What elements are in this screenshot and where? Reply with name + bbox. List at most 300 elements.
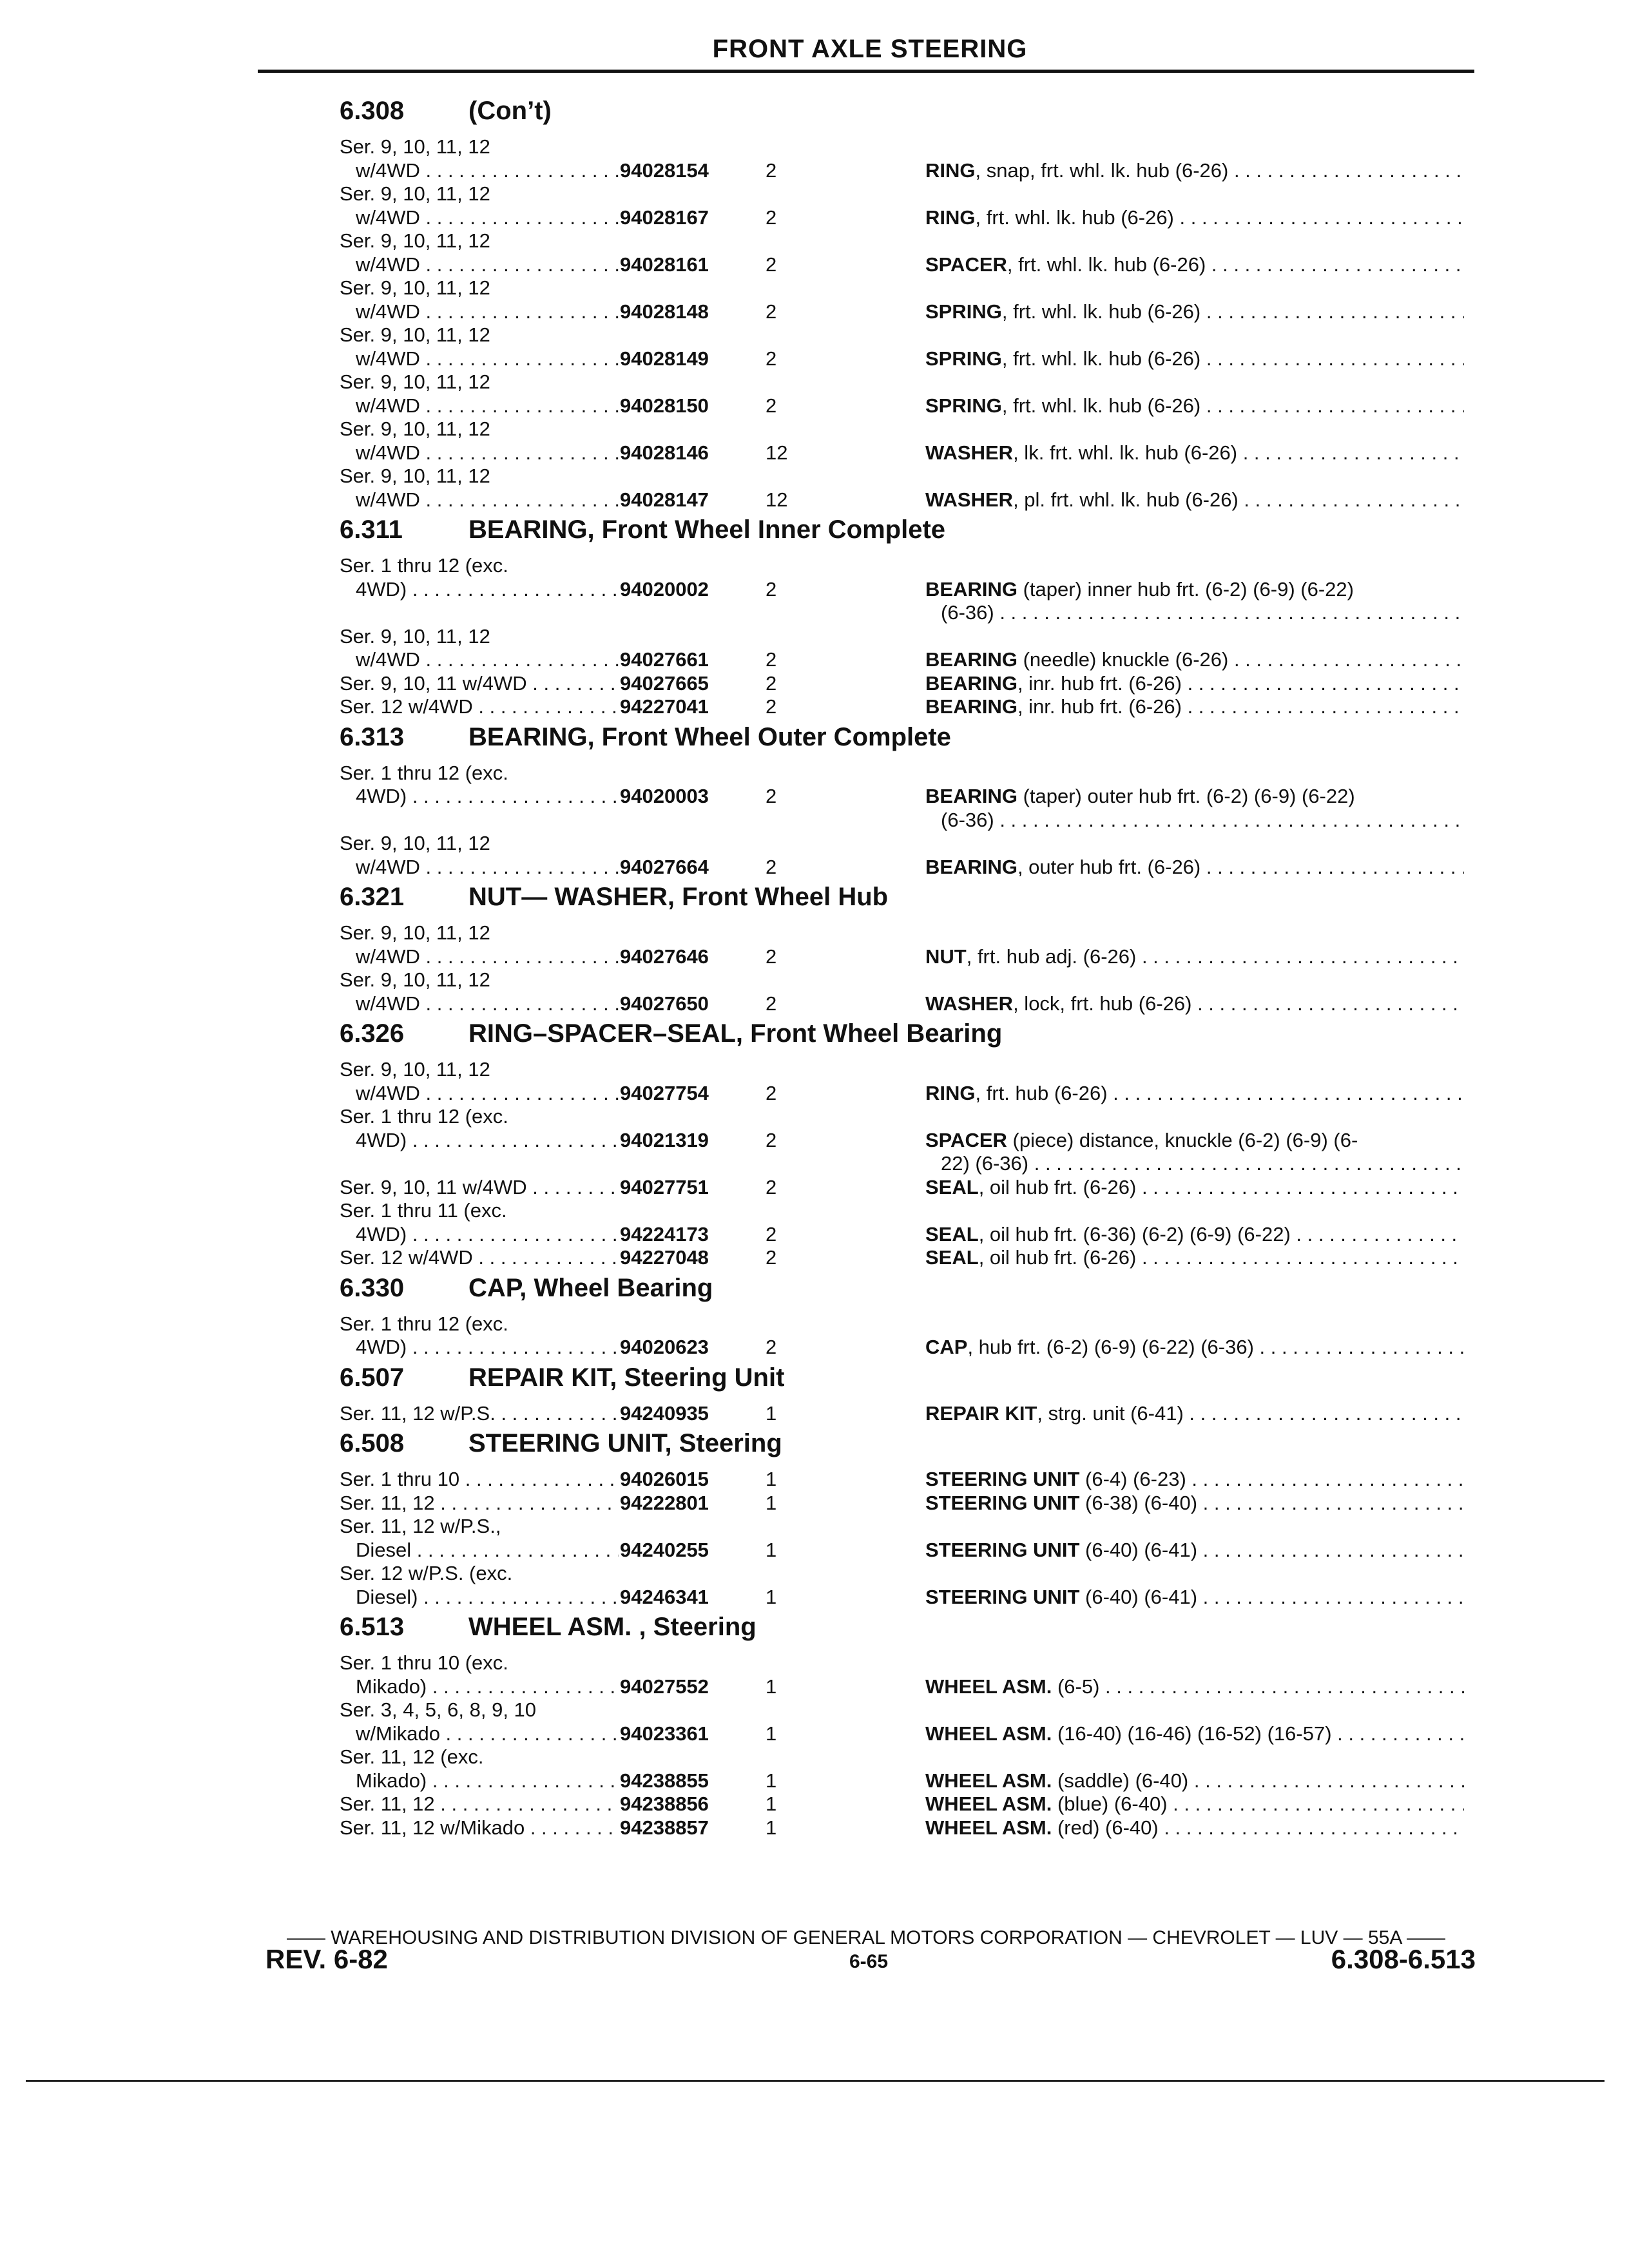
serial-range: Ser. 9, 10, 11, 12: [340, 624, 490, 648]
quantity: 2: [766, 785, 777, 807]
description-keyword: WASHER: [925, 441, 1014, 464]
applicability: [340, 672, 619, 695]
part-description: [925, 347, 1464, 370]
part-description: [925, 1586, 1464, 1609]
serial-range: Ser. 1 thru 10 (exc.: [340, 1651, 508, 1674]
leader-dots: [440, 1722, 619, 1745]
part-number: 94028167: [620, 206, 709, 229]
part-description: [925, 1246, 1464, 1269]
description-keyword: SPRING: [925, 300, 1002, 323]
quantity: 1: [766, 1468, 777, 1490]
bottom-rule: [26, 2080, 1605, 2082]
leader-dots: [1200, 300, 1464, 323]
description-keyword: BEARING: [925, 671, 1017, 695]
leader-dots: [1099, 1675, 1464, 1698]
applicability-text: w/4WD: [356, 1081, 420, 1104]
applicability-text: 4WD): [356, 1222, 407, 1245]
part-number: 94027552: [620, 1675, 709, 1698]
leader-dots: [420, 300, 619, 323]
part-description: [925, 1129, 1464, 1152]
description-keyword: RING: [925, 206, 976, 229]
description-keyword: SPACER: [925, 1128, 1007, 1151]
quantity: 1: [766, 1401, 777, 1425]
leader-dots: [527, 1176, 619, 1198]
part-number: 94028149: [620, 347, 709, 370]
quantity: 12: [766, 441, 788, 464]
leader-dots: [1197, 1539, 1464, 1561]
part-number: 94246341: [620, 1585, 709, 1608]
applicability-text: w/4WD: [356, 394, 420, 417]
leader-dots: [1182, 695, 1464, 718]
part-number: 94028154: [620, 159, 709, 182]
description-continuation-text: 22) (6-36): [941, 1152, 1029, 1175]
applicability-text: Ser. 12 w/4WD: [340, 1246, 473, 1269]
applicability: [356, 648, 619, 671]
leader-dots: [1174, 206, 1464, 229]
description-keyword: SPACER: [925, 253, 1007, 276]
description-keyword: SEAL: [925, 1222, 979, 1245]
part-number: 94027650: [620, 992, 709, 1015]
description-keyword: WHEEL ASM.: [925, 1675, 1052, 1698]
leader-dots: [420, 441, 619, 464]
part-number: 94227041: [620, 695, 709, 718]
applicability: [356, 159, 619, 182]
part-description: [925, 1223, 1464, 1246]
part-description: [925, 253, 1464, 276]
section-title-keyword: CAP: [468, 1273, 520, 1302]
leader-dots: [420, 159, 619, 182]
description-detail: , pl. frt. whl. lk. hub (6-26): [1013, 488, 1239, 511]
quantity: 1: [766, 1816, 777, 1839]
quantity: 2: [766, 1222, 777, 1245]
section-heading: [340, 1430, 782, 1456]
description-detail: , frt. hub (6-26): [975, 1081, 1108, 1104]
applicability-text: 4WD): [356, 1128, 407, 1151]
part-number: 94027754: [620, 1081, 709, 1104]
part-description: [925, 1468, 1464, 1491]
section-title-keyword: NUT— WASHER: [468, 883, 668, 911]
part-number: 94021319: [620, 1128, 709, 1151]
serial-range: Ser. 9, 10, 11, 12: [340, 968, 490, 991]
serial-range: Ser. 9, 10, 11, 12: [340, 418, 490, 440]
leader-dots: [420, 992, 619, 1015]
part-description: [925, 672, 1464, 695]
applicability-text: w/4WD: [356, 945, 420, 968]
part-number: 94028146: [620, 441, 709, 464]
description-keyword: SPRING: [925, 394, 1002, 417]
description-detail: , inr. hub frt. (6-26): [1017, 695, 1182, 718]
part-description: [925, 1492, 1464, 1515]
leader-dots: [1186, 1468, 1464, 1490]
part-description: [925, 785, 1464, 808]
quantity: 2: [766, 300, 777, 323]
leader-dots: [1239, 488, 1464, 511]
leader-dots: [459, 1468, 619, 1490]
applicability: [340, 1468, 619, 1491]
description-detail: (blue) (6-40): [1052, 1792, 1168, 1815]
description-keyword: STEERING UNIT: [925, 1491, 1080, 1514]
quantity: 2: [766, 159, 777, 182]
description-detail: , frt. whl. lk. hub (6-26): [1001, 394, 1201, 417]
leader-dots: [525, 1816, 619, 1839]
applicability: [356, 1336, 619, 1359]
leader-dots: [420, 856, 619, 878]
quantity: 2: [766, 695, 777, 718]
description-keyword: BEARING: [925, 648, 1017, 671]
serial-range: Ser. 1 thru 12 (exc.: [340, 554, 508, 577]
description-keyword: CAP: [925, 1336, 968, 1358]
quantity: 2: [766, 577, 777, 601]
description-keyword: BEARING: [925, 855, 1017, 878]
section-title-keyword: BEARING: [468, 515, 588, 544]
section-title-keyword: RING–SPACER–SEAL: [468, 1019, 736, 1048]
part-description: [925, 648, 1464, 671]
part-number: 94027665: [620, 671, 709, 695]
part-number: 94027751: [620, 1175, 709, 1198]
quantity: 1: [766, 1722, 777, 1745]
leader-dots: [1182, 672, 1464, 695]
applicability: [356, 1223, 619, 1246]
section-number: 6.311: [340, 515, 403, 544]
quantity: 2: [766, 671, 777, 695]
quantity: 2: [766, 347, 777, 370]
applicability: [340, 1816, 619, 1840]
applicability: [356, 441, 619, 465]
leader-dots: [1197, 1586, 1464, 1608]
serial-range: Ser. 9, 10, 11, 12: [340, 1058, 490, 1081]
applicability-text: w/4WD: [356, 206, 420, 229]
quantity: 1: [766, 1769, 777, 1792]
description-detail: (taper) outer hub frt. (6-2) (6-9) (6-22): [1017, 785, 1355, 807]
applicability: [356, 206, 619, 229]
description-detail: , snap, frt. whl. lk. hub (6-26): [975, 159, 1229, 182]
serial-range: Ser. 9, 10, 11, 12: [340, 323, 490, 346]
description-keyword: STEERING UNIT: [925, 1585, 1080, 1608]
description-keyword: STEERING UNIT: [925, 1468, 1080, 1490]
part-description: [925, 1816, 1464, 1840]
applicability: [356, 347, 619, 370]
description-keyword: WHEEL ASM.: [925, 1722, 1052, 1745]
description-detail: (red) (6-40): [1052, 1816, 1159, 1839]
leader-dots: [407, 1336, 619, 1358]
description-detail: , strg. unit (6-41): [1037, 1401, 1184, 1425]
description-keyword: STEERING UNIT: [925, 1538, 1080, 1561]
leader-dots: [420, 648, 619, 671]
applicability: [356, 785, 619, 808]
part-description: [925, 1539, 1464, 1562]
description-detail: (6-5): [1052, 1675, 1100, 1698]
part-number: 94023361: [620, 1722, 709, 1745]
description-detail: (saddle) (6-40): [1052, 1769, 1189, 1792]
section-title-rest: , Front Wheel Bearing: [735, 1019, 1003, 1048]
serial-range: Ser. 12 w/P.S. (exc.: [340, 1562, 513, 1584]
part-number: 94224173: [620, 1222, 709, 1245]
quantity: 2: [766, 1081, 777, 1104]
section-number: 6.508: [340, 1429, 405, 1457]
part-number: 94227048: [620, 1246, 709, 1269]
leader-dots: [1228, 648, 1464, 671]
part-number: 94027646: [620, 945, 709, 968]
description-detail: (6-40) (6-41): [1079, 1585, 1198, 1608]
section-heading: [340, 884, 888, 910]
section-title-keyword: BEARING: [468, 722, 588, 751]
leader-dots: [527, 672, 619, 695]
footer-division: —— WAREHOUSING AND DISTRIBUTION DIVISION OF GENERAL MOTORS CORPORATION — CHEVROLET — LUV — 55A ——: [286, 1927, 1446, 1948]
leader-dots: [407, 1223, 619, 1245]
description-continuation: [941, 601, 1464, 624]
header-rule: [258, 70, 1474, 73]
leader-dots: [435, 1492, 619, 1514]
applicability-text: w/Mikado: [356, 1722, 440, 1745]
page-header-title: FRONT AXLE STEERING: [712, 35, 1028, 63]
part-description: [925, 1402, 1464, 1425]
footer-page-number: 6-65: [849, 1951, 889, 1972]
leader-dots: [994, 809, 1464, 831]
applicability: [356, 1586, 619, 1609]
applicability-text: w/4WD: [356, 300, 420, 323]
part-number: 94028148: [620, 300, 709, 323]
description-detail: (16-40) (16-46) (16-52) (16-57): [1052, 1722, 1332, 1745]
applicability-text: 4WD): [356, 785, 407, 807]
applicability: [356, 1539, 619, 1562]
description-keyword: SPRING: [925, 347, 1002, 370]
part-number: 94028150: [620, 394, 709, 417]
part-description: [925, 1792, 1464, 1816]
part-description: [925, 159, 1464, 182]
part-description: [925, 206, 1464, 229]
applicability-text: Mikado): [356, 1675, 427, 1698]
description-detail: , frt. whl. lk. hub (6-26): [1001, 300, 1201, 323]
leader-dots: [1332, 1722, 1464, 1745]
part-number: 94020623: [620, 1336, 709, 1358]
applicability-text: w/4WD: [356, 488, 420, 511]
applicability-text: Ser. 12 w/4WD: [340, 695, 473, 718]
applicability: [340, 1492, 619, 1515]
quantity: 2: [766, 206, 777, 229]
description-keyword: WASHER: [925, 488, 1014, 511]
part-number: 94026015: [620, 1468, 709, 1490]
quantity: 2: [766, 855, 777, 878]
leader-dots: [1188, 1769, 1464, 1792]
quantity: 1: [766, 1585, 777, 1608]
part-number: 94238856: [620, 1792, 709, 1815]
leader-dots: [420, 945, 619, 968]
description-keyword: RING: [925, 159, 976, 182]
serial-range: Ser. 11, 12 (exc.: [340, 1745, 484, 1768]
section-number: 6.308: [340, 97, 405, 125]
part-description: [925, 856, 1464, 879]
part-description: [925, 1769, 1464, 1792]
leader-dots: [420, 253, 619, 276]
leader-dots: [1136, 1246, 1464, 1269]
footer-section-range: 6.308-6.513: [1331, 1944, 1476, 1974]
applicability: [356, 394, 619, 418]
description-detail: , inr. hub frt. (6-26): [1017, 671, 1182, 695]
section-heading: [340, 98, 552, 124]
section-title-rest: , Steering: [631, 1613, 757, 1641]
description-detail: , outer hub frt. (6-26): [1017, 855, 1201, 878]
quantity: 1: [766, 1675, 777, 1698]
leader-dots: [1206, 253, 1464, 276]
leader-dots: [496, 1402, 619, 1425]
part-number: 94240255: [620, 1538, 709, 1561]
description-keyword: SEAL: [925, 1175, 979, 1198]
applicability-text: w/4WD: [356, 855, 420, 878]
section-number: 6.507: [340, 1363, 405, 1392]
section-number: 6.326: [340, 1019, 405, 1048]
section-heading: [340, 724, 951, 750]
description-detail: (6-4) (6-23): [1079, 1468, 1186, 1490]
description-keyword: BEARING: [925, 695, 1017, 718]
leader-dots: [1197, 1492, 1464, 1514]
part-description: [925, 1336, 1464, 1359]
leader-dots: [1136, 1176, 1464, 1198]
serial-range: Ser. 1 thru 11 (exc.: [340, 1199, 507, 1222]
applicability: [340, 695, 619, 718]
description-detail: , frt. whl. lk. hub (6-26): [1001, 347, 1201, 370]
part-number: 94028161: [620, 253, 709, 276]
description-detail: , oil hub frt. (6-26): [978, 1175, 1137, 1198]
section-heading: [340, 1275, 713, 1301]
leader-dots: [1200, 347, 1464, 370]
applicability-text: w/4WD: [356, 992, 420, 1015]
applicability: [356, 1722, 619, 1745]
section-number: 6.330: [340, 1273, 405, 1302]
description-continuation: [941, 809, 1464, 832]
section-heading: [340, 1614, 757, 1640]
applicability: [356, 300, 619, 323]
description-detail: , lk. frt. whl. lk. hub (6-26): [1013, 441, 1238, 464]
part-number: 94238857: [620, 1816, 709, 1839]
description-continuation: [941, 1152, 1464, 1175]
leader-dots: [1168, 1792, 1464, 1815]
applicability-text: Ser. 11, 12 w/Mikado: [340, 1816, 525, 1839]
leader-dots: [420, 1082, 619, 1104]
description-detail: (6-40) (6-41): [1079, 1538, 1198, 1561]
serial-range: Ser. 9, 10, 11, 12: [340, 229, 490, 252]
section-title-rest: , Front Wheel Hub: [667, 883, 889, 911]
quantity: 1: [766, 1538, 777, 1561]
applicability-text: Mikado): [356, 1769, 427, 1792]
part-description: [925, 488, 1464, 512]
description-continuation-text: (6-36): [941, 601, 994, 624]
applicability-text: w/4WD: [356, 159, 420, 182]
leader-dots: [1108, 1082, 1464, 1104]
description-keyword: SEAL: [925, 1246, 979, 1269]
applicability-text: Diesel): [356, 1585, 418, 1608]
quantity: 2: [766, 1128, 777, 1151]
applicability: [340, 1792, 619, 1816]
description-detail: (piece) distance, knuckle (6-2) (6-9) (6-: [1007, 1128, 1358, 1151]
description-keyword: WHEEL ASM.: [925, 1816, 1052, 1839]
serial-range: Ser. 9, 10, 11, 12: [340, 276, 490, 299]
applicability: [340, 1402, 619, 1425]
part-description: [925, 1675, 1464, 1698]
description-keyword: WHEEL ASM.: [925, 1769, 1052, 1792]
applicability-text: 4WD): [356, 1336, 407, 1358]
leader-dots: [418, 1586, 619, 1608]
leader-dots: [407, 1129, 619, 1151]
quantity: 2: [766, 1246, 777, 1269]
leader-dots: [420, 347, 619, 370]
applicability: [356, 992, 619, 1015]
leader-dots: [473, 1246, 619, 1269]
leader-dots: [420, 394, 619, 417]
applicability-text: w/4WD: [356, 347, 420, 370]
applicability-text: w/4WD: [356, 648, 420, 671]
description-keyword: BEARING: [925, 785, 1017, 807]
description-detail: , lock, frt. hub (6-26): [1013, 992, 1192, 1015]
section-title-rest: , Front Wheel Inner Complete: [587, 515, 946, 544]
leader-dots: [1291, 1223, 1464, 1245]
leader-dots: [407, 785, 619, 807]
section-title-keyword: (Con’t): [468, 97, 552, 125]
part-description: [925, 441, 1464, 465]
part-number: 94238855: [620, 1769, 709, 1792]
section-heading: [340, 1365, 784, 1390]
section-number: 6.313: [340, 722, 405, 751]
quantity: 2: [766, 394, 777, 417]
serial-range: Ser. 9, 10, 11, 12: [340, 182, 490, 205]
section-heading: [340, 517, 945, 543]
part-number: 94027661: [620, 648, 709, 671]
leader-dots: [411, 1539, 619, 1561]
applicability: [356, 945, 619, 968]
applicability: [356, 1129, 619, 1152]
part-description: [925, 1722, 1464, 1745]
part-number: 94027664: [620, 855, 709, 878]
description-keyword: WASHER: [925, 992, 1014, 1015]
section-title-rest: , Steering Unit: [610, 1363, 785, 1392]
description-keyword: BEARING: [925, 577, 1017, 601]
section-number: 6.321: [340, 883, 405, 911]
description-keyword: REPAIR KIT: [925, 1401, 1037, 1425]
quantity: 2: [766, 1175, 777, 1198]
leader-dots: [1254, 1336, 1464, 1358]
serial-range: Ser. 1 thru 12 (exc.: [340, 1312, 508, 1335]
leader-dots: [1191, 992, 1464, 1015]
description-detail: (6-38) (6-40): [1079, 1491, 1198, 1514]
description-detail: , frt. hub adj. (6-26): [966, 945, 1137, 968]
leader-dots: [1237, 441, 1464, 464]
part-description: [925, 578, 1464, 601]
description-continuation-text: (6-36): [941, 808, 994, 831]
leader-dots: [420, 488, 619, 511]
leader-dots: [1184, 1402, 1464, 1425]
applicability-text: w/4WD: [356, 441, 420, 464]
applicability: [356, 578, 619, 601]
description-detail: , oil hub frt. (6-26): [978, 1246, 1137, 1269]
description-detail: , frt. whl. lk. hub (6-26): [1007, 253, 1206, 276]
applicability-text: Ser. 9, 10, 11 w/4WD: [340, 1175, 527, 1198]
applicability: [356, 1675, 619, 1698]
section-title-rest: , Wheel Bearing: [519, 1273, 713, 1302]
description-keyword: NUT: [925, 945, 967, 968]
quantity: 1: [766, 1491, 777, 1514]
applicability-text: Ser. 11, 12 w/P.S.: [340, 1401, 496, 1425]
serial-range: Ser. 9, 10, 11, 12: [340, 921, 490, 944]
description-detail: , hub frt. (6-2) (6-9) (6-22) (6-36): [967, 1336, 1254, 1358]
leader-dots: [427, 1769, 619, 1792]
part-number: 94222801: [620, 1491, 709, 1514]
part-description: [925, 695, 1464, 718]
section-title-keyword: REPAIR KIT: [468, 1363, 610, 1392]
description-detail: , oil hub frt. (6-36) (6-2) (6-9) (6-22): [978, 1222, 1291, 1245]
description-detail: , frt. whl. lk. hub (6-26): [975, 206, 1174, 229]
part-number: 94020002: [620, 577, 709, 601]
leader-dots: [1228, 159, 1464, 182]
footer-revision: REV. 6-82: [265, 1944, 388, 1974]
